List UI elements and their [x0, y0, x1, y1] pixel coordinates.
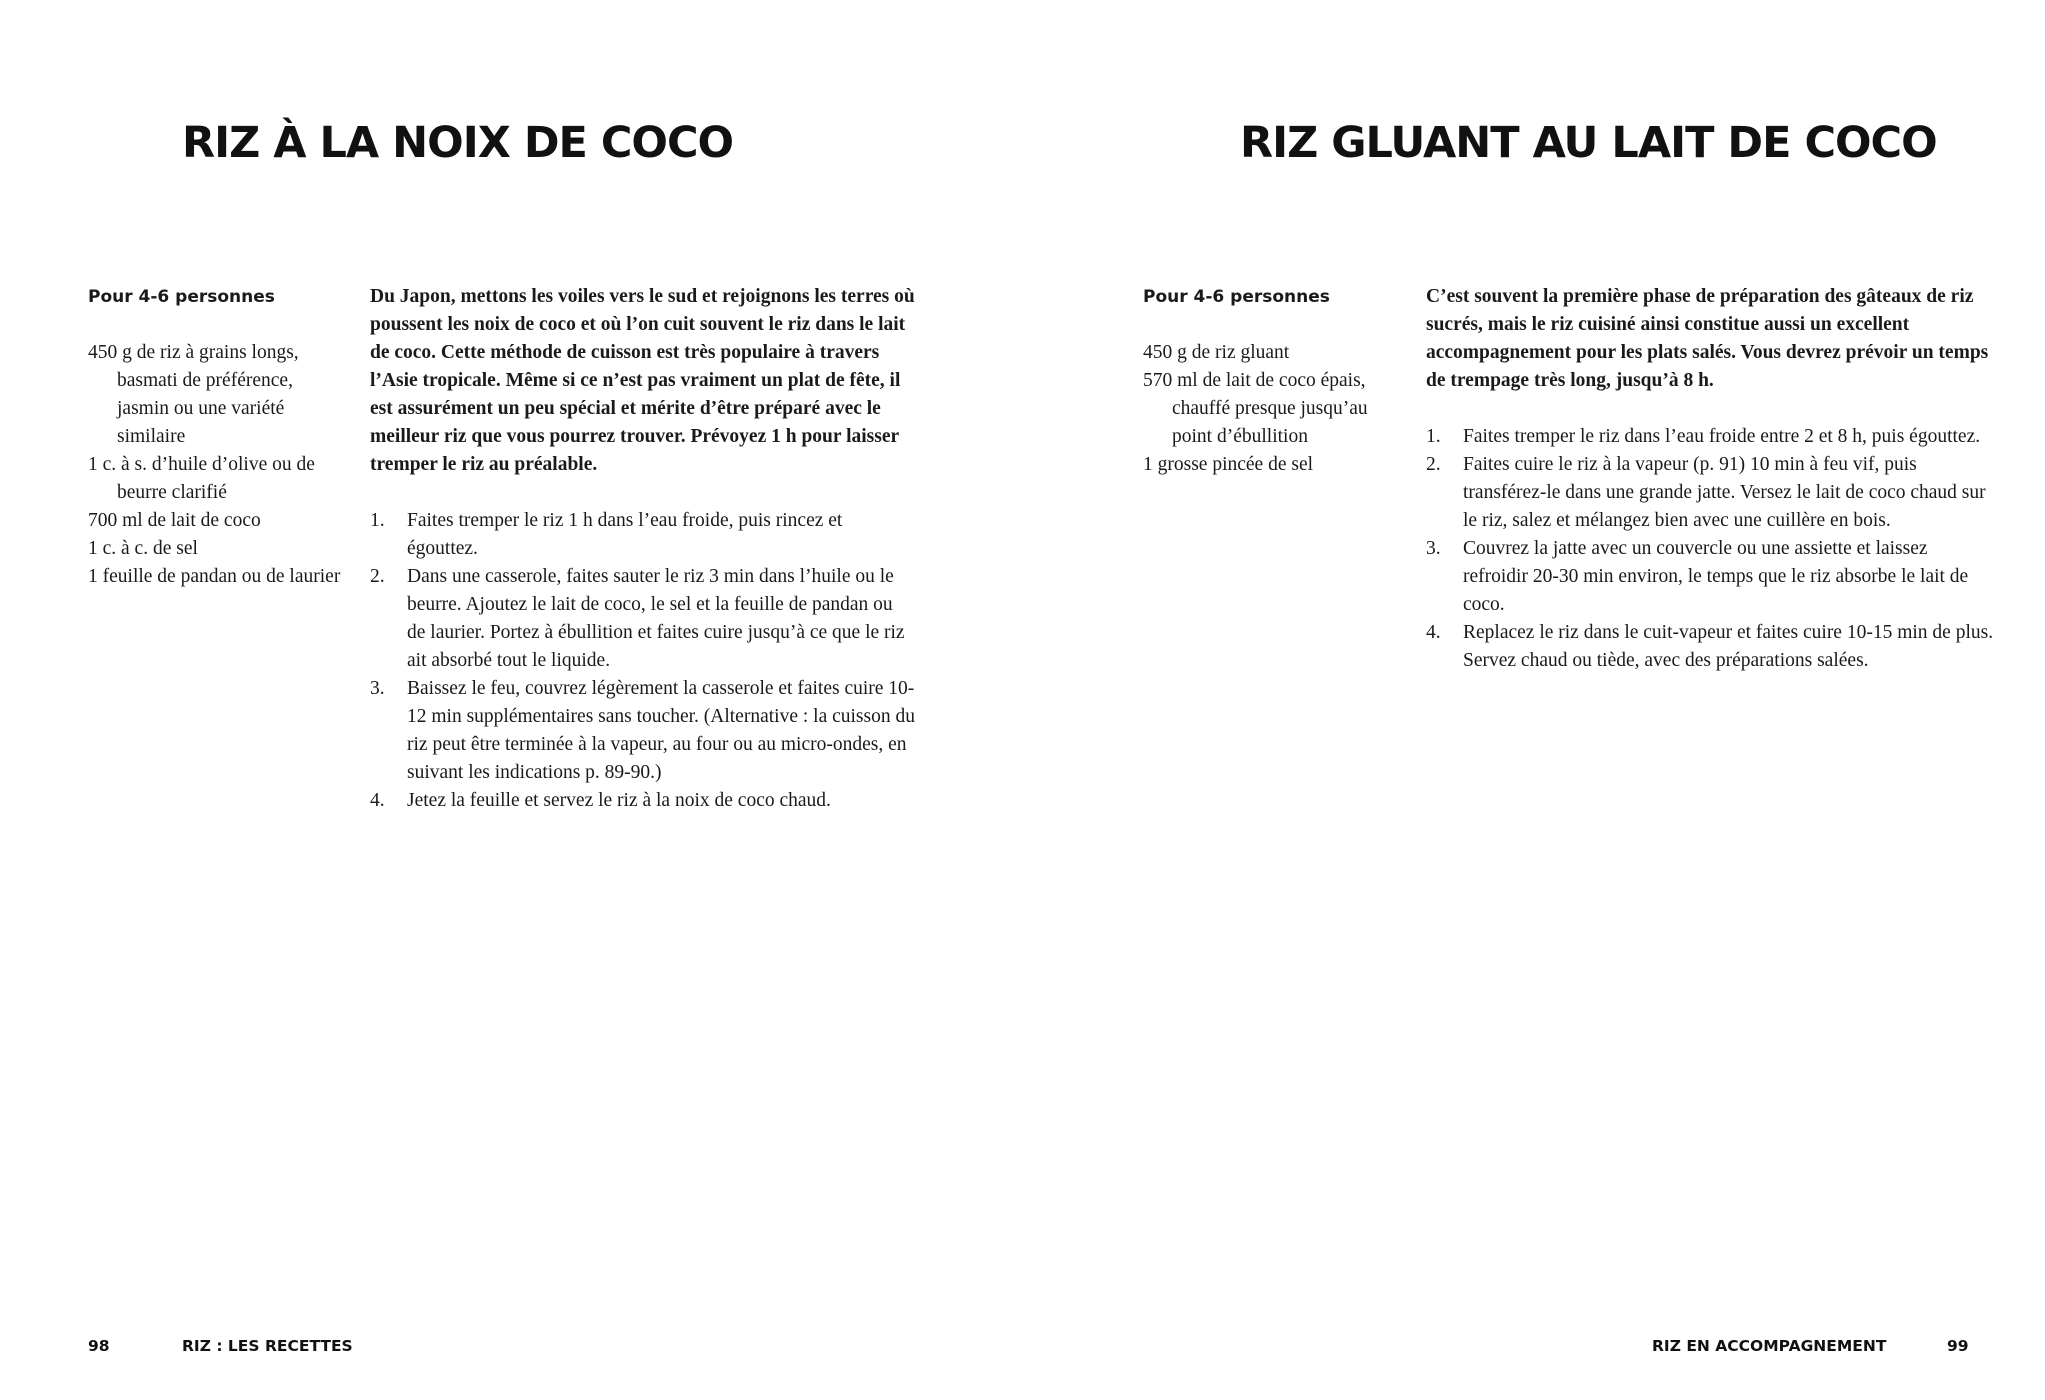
- step-number: 3.: [1426, 538, 1441, 559]
- step-number: 1.: [370, 510, 385, 531]
- step-text: Faites cuire le riz à la vapeur (p. 91) 10 min à feu vif, puis transférez-le dans une grande jatte. Versez le lait de coco chaud sur le riz, salez et mélangez bien avec une cuillère en bois.: [1463, 454, 1986, 531]
- step-number: 4.: [1426, 622, 1441, 643]
- servings: Pour 4-6 personnes: [88, 287, 275, 307]
- step-text: Faites tremper le riz dans l’eau froide entre 2 et 8 h, puis égouttez.: [1463, 426, 1981, 447]
- step-item: [370, 787, 915, 815]
- step-item: [1426, 423, 1996, 451]
- ingredients-column: [1143, 283, 1398, 479]
- ingredients-list: [1143, 339, 1398, 479]
- step-text: Jetez la feuille et servez le riz à la noix de coco chaud.: [407, 790, 831, 811]
- step-text: Couvrez la jatte avec un couvercle ou une assiette et laissez refroidir 20-30 min environ, le temps que le riz absorbe le lait de coco.: [1463, 538, 1969, 615]
- page-number: 98: [88, 1337, 110, 1355]
- ingredient-item: 1 c. à s. d’huile d’olive ou de beurre clarifié: [88, 454, 315, 503]
- recipe-intro: Du Japon, mettons les voiles vers le sud et rejoignons les terres où poussent les noix de coco et où l’on cuit souvent le riz dans le lait de coco. Cette méthode de cuisson est très populaire à travers l’Asie tropicale. Même si ce n’est pas vraiment un plat de fête, il est assurément un peu spécial et mérite d’être préparé avec le meilleur riz que vous pourrez trouver. Prévoyez 1 h pour laisser tremper le riz au préalable.: [370, 286, 915, 475]
- step-number: 3.: [370, 678, 385, 699]
- step-number: 4.: [370, 790, 385, 811]
- ingredient-item: 570 ml de lait de coco épais, chauffé presque jusqu’au point d’ébullition: [1143, 370, 1368, 447]
- ingredient-item: 450 g de riz à grains longs, basmati de préférence, jasmin ou une variété similaire: [88, 342, 299, 447]
- recipe-title: RIZ À LA NOIX DE COCO: [182, 118, 734, 168]
- servings: Pour 4-6 personnes: [1143, 287, 1330, 307]
- step-number: 1.: [1426, 426, 1441, 447]
- step-item: [370, 563, 915, 675]
- steps-list: [370, 507, 915, 815]
- step-item: [1426, 451, 1996, 535]
- recipe-title: RIZ GLUANT AU LAIT DE COCO: [1240, 118, 1937, 168]
- step-item: [370, 507, 915, 563]
- recipe-intro: C’est souvent la première phase de préparation des gâteaux de riz sucrés, mais le riz cuisiné ainsi constitue aussi un excellent accompagnement pour les plats salés. Vous devrez prévoir un temps de trempage très long, jusqu’à 8 h.: [1426, 286, 1989, 391]
- right-page: [1022, 0, 2044, 1400]
- step-text: Replacez le riz dans le cuit-vapeur et faites cuire 10-15 min de plus. Servez chaud ou tiède, avec des préparations salées.: [1463, 622, 1994, 671]
- step-item: [1426, 619, 1996, 675]
- page-number: 99: [1947, 1337, 1969, 1355]
- ingredients-column: [88, 283, 343, 591]
- step-text: Faites tremper le riz 1 h dans l’eau froide, puis rincez et égouttez.: [407, 510, 843, 559]
- step-number: 2.: [1426, 454, 1441, 475]
- step-text: Baissez le feu, couvrez légèrement la casserole et faites cuire 10-12 min supplémentaires sans toucher. (Alternative : la cuisson du riz peut être terminée à la vapeur, au four ou au micro-ondes, en suivant les indications p. 89-90.): [407, 678, 915, 783]
- step-text: Dans une casserole, faites sauter le riz 3 min dans l’huile ou le beurre. Ajoutez le lait de coco, le sel et la feuille de pandan ou de laurier. Portez à ébullition et faites cuire jusqu’à ce que le riz ait absorbé tout le liquide.: [407, 566, 905, 671]
- running-footer: RIZ EN ACCOMPAGNEMENT: [1652, 1337, 1887, 1355]
- ingredient-item: 1 c. à c. de sel: [88, 538, 198, 559]
- ingredients-list: [88, 339, 343, 591]
- step-item: [370, 675, 915, 787]
- ingredient-item: 700 ml de lait de coco: [88, 510, 261, 531]
- method-column: [370, 283, 915, 815]
- ingredient-item: 1 grosse pincée de sel: [1143, 454, 1314, 475]
- running-footer: RIZ : LES RECETTES: [182, 1337, 353, 1355]
- step-number: 2.: [370, 566, 385, 587]
- steps-list: [1426, 423, 1996, 675]
- left-page: [0, 0, 1022, 1400]
- method-column: [1426, 283, 1996, 675]
- ingredient-item: 450 g de riz gluant: [1143, 342, 1290, 363]
- ingredient-item: 1 feuille de pandan ou de laurier: [88, 566, 341, 587]
- step-item: [1426, 535, 1996, 619]
